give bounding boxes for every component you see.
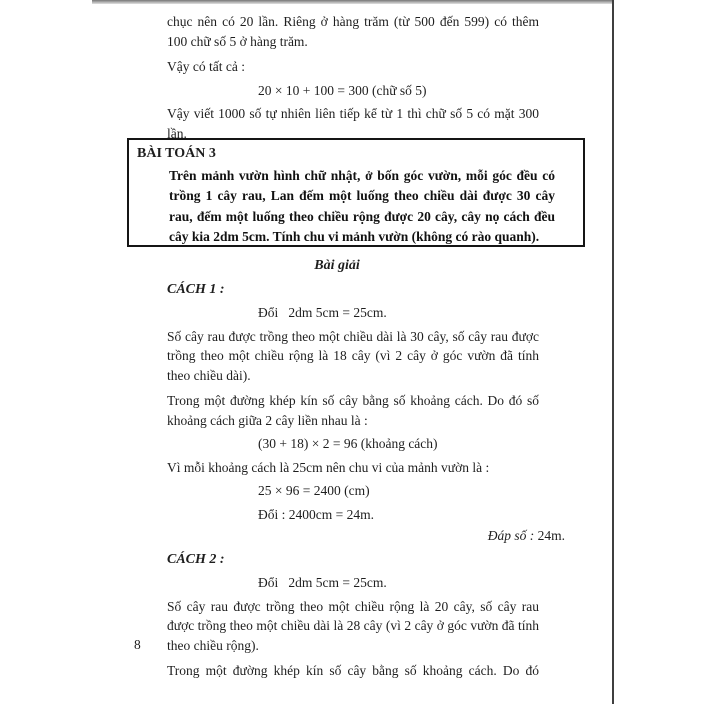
- method1-conversion: Đổi 2dm 5cm = 25cm.: [258, 305, 387, 320]
- problem-box: [127, 138, 585, 247]
- problem-box-text: Trên mảnh vườn hình chữ nhật, ở bốn góc vườn, mỗi góc đều có trồng 1 cây rau, Lan đếm một luống theo chiều dài được 30 cây rau, đếm một luống theo chiều rộng được 20 cây, cây nọ cách đều cây kia 2dm 5cm. Tính chu vi mảnh vườn (không có rào quanh).: [169, 167, 555, 244]
- intro-paragraph-1: chục nên có 20 lần. Riêng ở hàng trăm (từ 500 đến 599) có thêm 100 chữ số 5 ở hàng trăm.: [167, 14, 539, 49]
- solution-heading: Bài giải: [314, 258, 360, 273]
- method1-equation-1: (30 + 18) × 2 = 96 (khoảng cách): [258, 436, 438, 451]
- method2-conversion: Đổi 2dm 5cm = 25cm.: [258, 575, 387, 590]
- problem-box-title: BÀI TOÁN 3: [137, 146, 216, 161]
- answer-label: Đáp số :: [487, 528, 535, 543]
- text-column: [137, 12, 567, 681]
- scan-page-edge-line: [612, 0, 614, 704]
- method1-equation-3: Đổi : 2400cm = 24m.: [258, 506, 374, 522]
- method1-paragraph-1: Số cây rau được trồng theo một chiều dài là 30 cây, số cây rau được trồng theo một chiều rộng là 18 cây (vì 2 cây ở góc vườn đã tính theo chiều dài).: [167, 328, 539, 383]
- intro-paragraph-2: Vậy có tất cả :: [167, 59, 245, 74]
- intro-paragraph-3: Vậy viết 1000 số tự nhiên liên tiếp kể từ 1 thì chữ số 5 có mặt 300 lần.: [167, 106, 539, 141]
- method1-equation-2: 25 × 96 = 2400 (cm): [258, 483, 370, 498]
- method2-label: CÁCH 2 :: [167, 551, 225, 567]
- method1-paragraph-3: Vì mỗi khoảng cách là 25cm nên chu vi của mảnh vườn là :: [167, 459, 490, 475]
- answer-value: 24m.: [534, 528, 565, 543]
- method1-answer: [137, 526, 565, 546]
- method2-paragraph-1: Số cây rau được trồng theo một chiều rộng là 20 cây, số cây rau được trồng theo một chiều dài là 28 cây (vì 2 cây ở góc vườn đã tính theo chiều rộng).: [167, 598, 539, 653]
- method1-label: CÁCH 1 :: [167, 281, 225, 297]
- method2-paragraph-2: Trong một đường khép kín số cây bằng số khoảng cách. Do đó: [167, 663, 539, 678]
- intro-equation: 20 × 10 + 100 = 300 (chữ số 5): [258, 82, 427, 98]
- scan-top-edge-shadow: [92, 0, 613, 4]
- method1-paragraph-2: Trong một đường khép kín số cây bằng số khoảng cách. Do đó số khoảng cách giữa 2 cây liền nhau là :: [167, 393, 539, 428]
- page-number: 8: [134, 637, 141, 652]
